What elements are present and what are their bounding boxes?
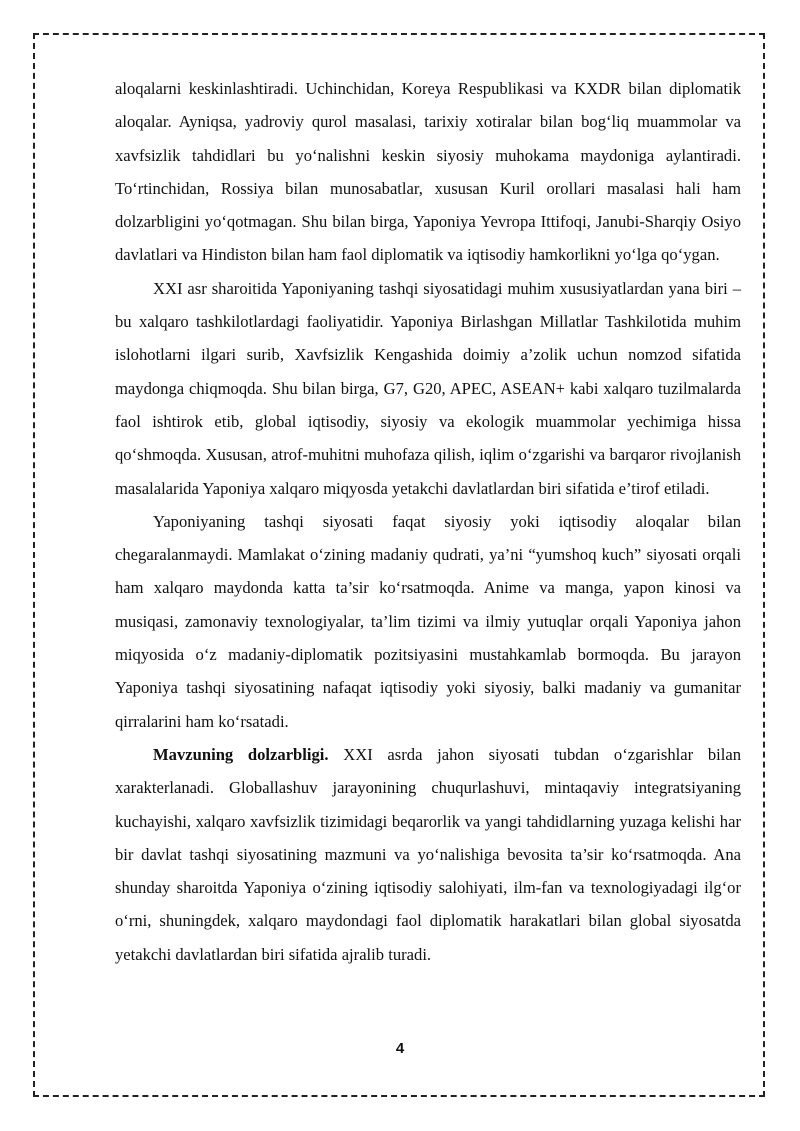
paragraph-3-text: Yaponiyaning tashqi siyosati faqat siyosiy yoki iqtisodiy aloqalar bilan chegaralanmaydi. Mamlakat o‘zining madaniy qudrati, ya’ni “yumshoq kuch” siyosati orqali ham xalqaro maydonda katta ta’sir ko‘rsatmoqda. Anime va manga, yapon kinosi va musiqasi, zamonaviy texnologiyalar, ta’lim tizimi va ilmiy yutuqlar orqali Yaponiya jahon miqyosida o‘z madaniy-diplomatik pozitsiyasini mustahkamlab bormoqda. Bu jarayon Yaponiya tashqi siyosatining nafaqat iqtisodiy yoki siyosiy, balki madaniy va gumanitar qirralarini ham ko‘rsatadi. [115,511,741,731]
paragraph-4-text: XXI asrda jahon siyosati tubdan o‘zgarishlar bilan xarakterlanadi. Globallashuv jarayonining chuqurlashuvi, mintaqaviy integratsiyaning kuchayishi, xalqaro xavfsizlik tizimidagi beqarorlik va yangi tahdidlarning yuzaga kelishi har bir davlat tashqi siyosatining mazmuni va yo‘nalishiga bevosita ta’sir ko‘rsatmoqda. Ana shunday sharoitda Yaponiya o‘zining iqtisodiy salohiyati, ilm-fan va texnologiyadagi ilg‘or o‘rni, shuningdek, xalqaro maydondagi faol diplomatik harakatlari bilan global siyosatda yetakchi davlatlardan biri sifatida ajralib turadi. [115,744,742,964]
paragraph-topic-relevance [115,738,741,971]
document-body [115,72,741,971]
paragraph-1-text: aloqalarni keskinlashtiradi. Uchinchidan, Koreya Respublikasi va KXDR bilan diplomatik aloqalar. Ayniqsa, yadroviy qurol masalasi, tarixiy xotiralar bilan bog‘liq muammolar va xavfsizlik tahdidlari bu yo‘nalishni keskin siyosiy muhokama maydoniga aylantiradi. To‘rtinchidan, Rossiya bilan munosabatlar, xususan Kuril orollari masalasi hali ham dolzarbligini yo‘qotmagan. Shu bilan birga, Yaponiya Yevropa Ittifoqi, Janubi-Sharqiy Osiyo davlatlari va Hindiston bilan ham faol diplomatik va iqtisodiy hamkorlikni yo‘lga qo‘ygan. [115,79,741,265]
page-number: 4 [395,1040,405,1057]
paragraph-2-text: XXI asr sharoitida Yaponiyaning tashqi siyosatidagi muhim xususiyatlardan yana biri – bu xalqaro tashkilotlardagi faoliyatidir. Yaponiya Birlashgan Millatlar Tashkilotida muhim islohotlarni ilgari surib, Xavfsizlik Kengashida doimiy a’zolik uchun nomzod sifatida maydonga chiqmoqda. Shu bilan birga, G7, G20, APEC, ASEAN+ kabi xalqaro tuzilmalarda faol ishtirok etib, global iqtisodiy, siyosiy va ekologik muammolar yechimiga hissa qo‘shmoqda. Xususan, atrof-muhitni muhofaza qilish, iqlim o‘zgarishi va barqaror rivojlanish masalalarida Yaponiya xalqaro miqyosda yetakchi davlatlardan biri sifatida e’tirof etiladi. [115,278,741,498]
paragraph-soft-power [115,505,741,738]
paragraph-continuation [115,72,741,272]
paragraph-4-heading: Mavzuning dolzarbligi. [153,744,329,764]
paragraph-international-organizations [115,272,741,505]
